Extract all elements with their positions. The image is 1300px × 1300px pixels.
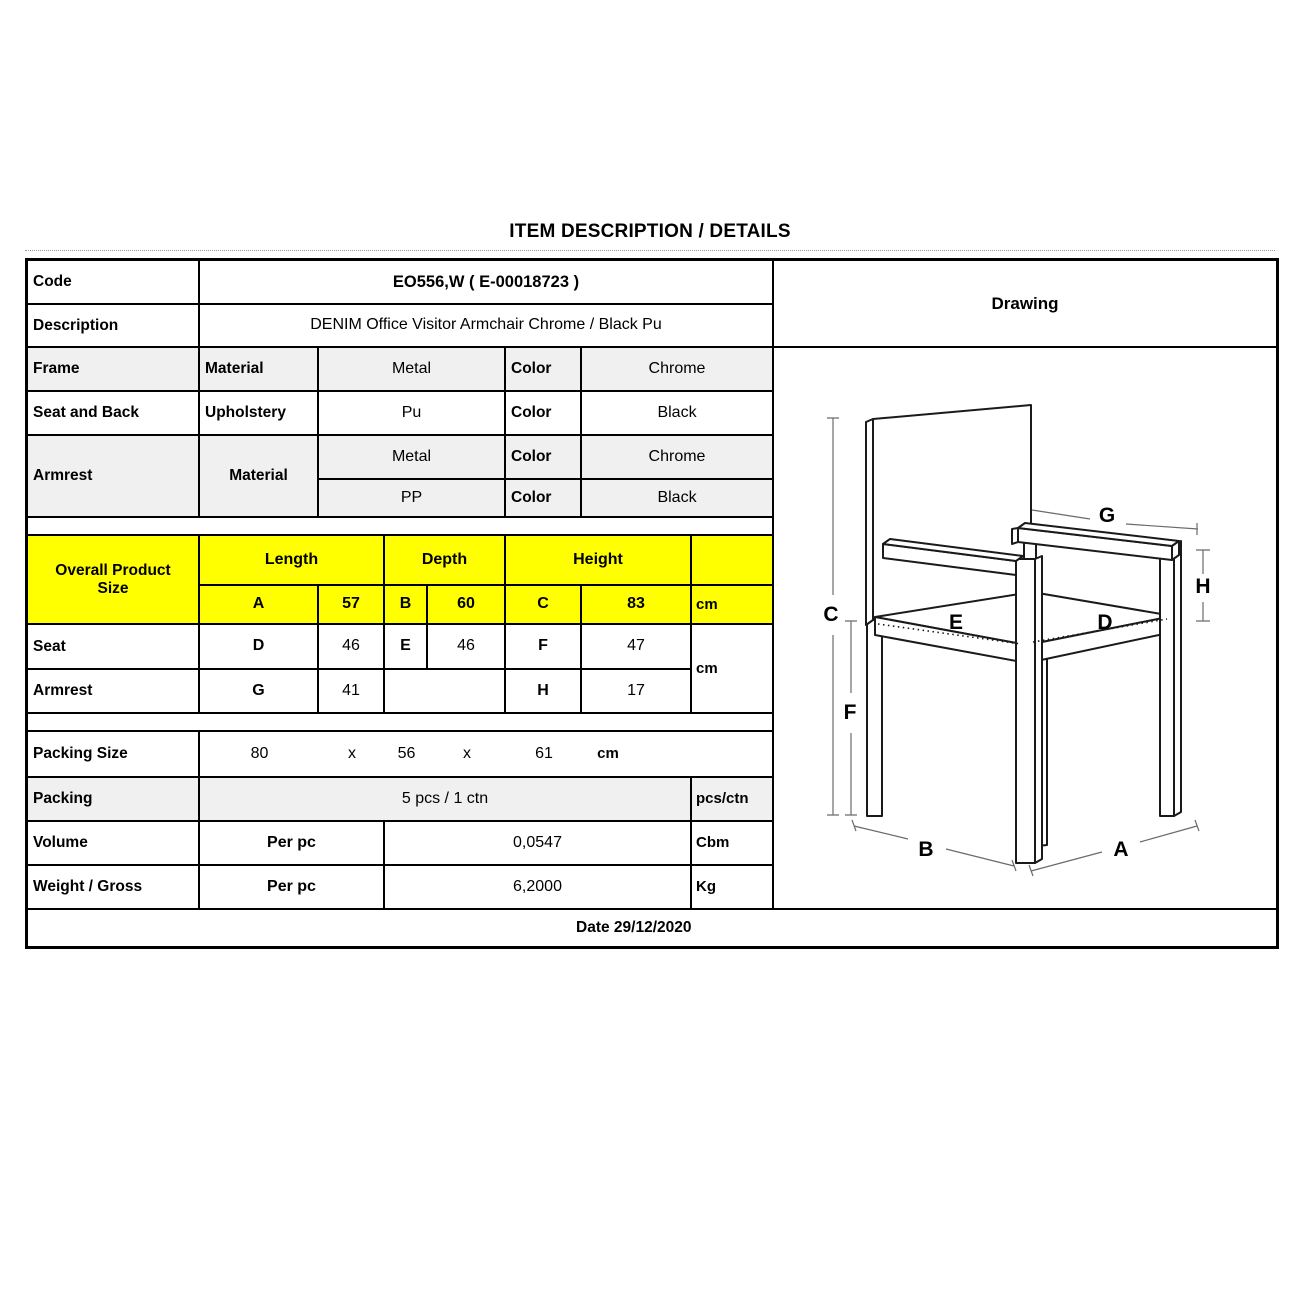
- armrest-material-label: Material: [199, 435, 318, 517]
- dim-a-value: 57: [318, 585, 384, 624]
- dim-d-value: 46: [318, 624, 384, 669]
- dim-label-f: F: [843, 701, 857, 724]
- seatback-color-value: Black: [581, 391, 773, 435]
- depth-header: Depth: [384, 535, 505, 585]
- seatback-color-label: Color: [505, 391, 581, 435]
- packing-depth: 56: [397, 744, 416, 762]
- dim-f-value: 47: [581, 624, 691, 669]
- dim-label-d: D: [1097, 611, 1113, 634]
- dim-c-label: C: [505, 585, 581, 624]
- armrest-metal-value: Metal: [318, 435, 505, 479]
- separator-strip: [27, 517, 773, 535]
- length-header: Length: [199, 535, 384, 585]
- weight-value: 6,2000: [384, 865, 691, 909]
- frame-color-value: Chrome: [581, 347, 773, 391]
- dim-label-h: H: [1195, 575, 1211, 598]
- item-description-table: [25, 258, 1279, 949]
- packing-size-label: Packing Size: [27, 731, 199, 777]
- dim-a-label: A: [199, 585, 318, 624]
- packing-value: 5 pcs / 1 ctn: [199, 777, 691, 821]
- armrest-dims-label: Armrest: [27, 669, 199, 713]
- packing-size-value: [199, 731, 773, 777]
- dim-g-value: 41: [318, 669, 384, 713]
- frame-material-label: Material: [199, 347, 318, 391]
- dim-label-e: E: [948, 611, 964, 634]
- dim-d-label: D: [199, 624, 318, 669]
- yellow-empty-cell: [691, 535, 773, 585]
- dim-label-b: B: [918, 838, 934, 861]
- seat-label: Seat: [27, 624, 199, 669]
- dim-g-label: G: [199, 669, 318, 713]
- drawing-cell: [773, 347, 1277, 909]
- packing-label: Packing: [27, 777, 199, 821]
- frame-label: Frame: [27, 347, 199, 391]
- frame-color-label: Color: [505, 347, 581, 391]
- page-title: ITEM DESCRIPTION / DETAILS: [509, 221, 791, 242]
- packing-height: 61: [535, 744, 553, 762]
- dim-f-label: F: [505, 624, 581, 669]
- overall-unit: cm: [691, 585, 773, 624]
- dim-h-value: 17: [581, 669, 691, 713]
- dim-e-label: E: [384, 624, 427, 669]
- dim-label-g: G: [1098, 504, 1116, 527]
- packing-unit: pcs/ctn: [691, 777, 773, 821]
- seat-armrest-unit: cm: [691, 624, 773, 713]
- overall-size-label: Overall Product Size: [27, 535, 199, 624]
- volume-value: 0,0547: [384, 821, 691, 865]
- code-label: Code: [27, 260, 199, 304]
- armrest-metal-color-label: Color: [505, 435, 581, 479]
- chair-outline: [866, 405, 1181, 863]
- chair-drawing: [774, 348, 1276, 908]
- armrest-pp-value: PP: [318, 479, 505, 517]
- dim-b-value: 60: [427, 585, 505, 624]
- drawing-header: Drawing: [773, 260, 1277, 347]
- separator-strip: [27, 713, 773, 731]
- divider-dotted-line: [25, 250, 1275, 251]
- armrest-pp-color-value: Black: [581, 479, 773, 517]
- weight-label: Weight / Gross: [27, 865, 199, 909]
- dim-label-c: C: [823, 603, 839, 626]
- packing-length: 80: [250, 744, 269, 762]
- volume-label: Volume: [27, 821, 199, 865]
- volume-unit: Cbm: [691, 821, 773, 865]
- description-label: Description: [27, 304, 199, 347]
- height-header: Height: [505, 535, 691, 585]
- weight-unit: Kg: [691, 865, 773, 909]
- dim-c-value: 83: [581, 585, 691, 624]
- weight-per-pc: Per pc: [199, 865, 384, 909]
- dim-label-a: A: [1113, 838, 1129, 861]
- seatback-material-value: Pu: [318, 391, 505, 435]
- armrest-label: Armrest: [27, 435, 199, 517]
- dim-b-label: B: [384, 585, 427, 624]
- seatback-upholstery-label: Upholstery: [199, 391, 318, 435]
- empty-merged-cell: [384, 669, 505, 713]
- armrest-metal-color-value: Chrome: [581, 435, 773, 479]
- packing-size-unit: cm: [597, 745, 619, 763]
- description-value: DENIM Office Visitor Armchair Chrome / Black Pu: [199, 304, 773, 347]
- packing-x2: x: [463, 744, 471, 762]
- volume-per-pc: Per pc: [199, 821, 384, 865]
- dim-h-label: H: [505, 669, 581, 713]
- packing-x1: x: [348, 744, 356, 762]
- code-value: EO556,W ( E-00018723 ): [199, 260, 773, 304]
- dim-e-value: 46: [427, 624, 505, 669]
- seatback-label: Seat and Back: [27, 391, 199, 435]
- date-cell: Date 29/12/2020: [27, 909, 1277, 947]
- armrest-pp-color-label: Color: [505, 479, 581, 517]
- frame-material-value: Metal: [318, 347, 505, 391]
